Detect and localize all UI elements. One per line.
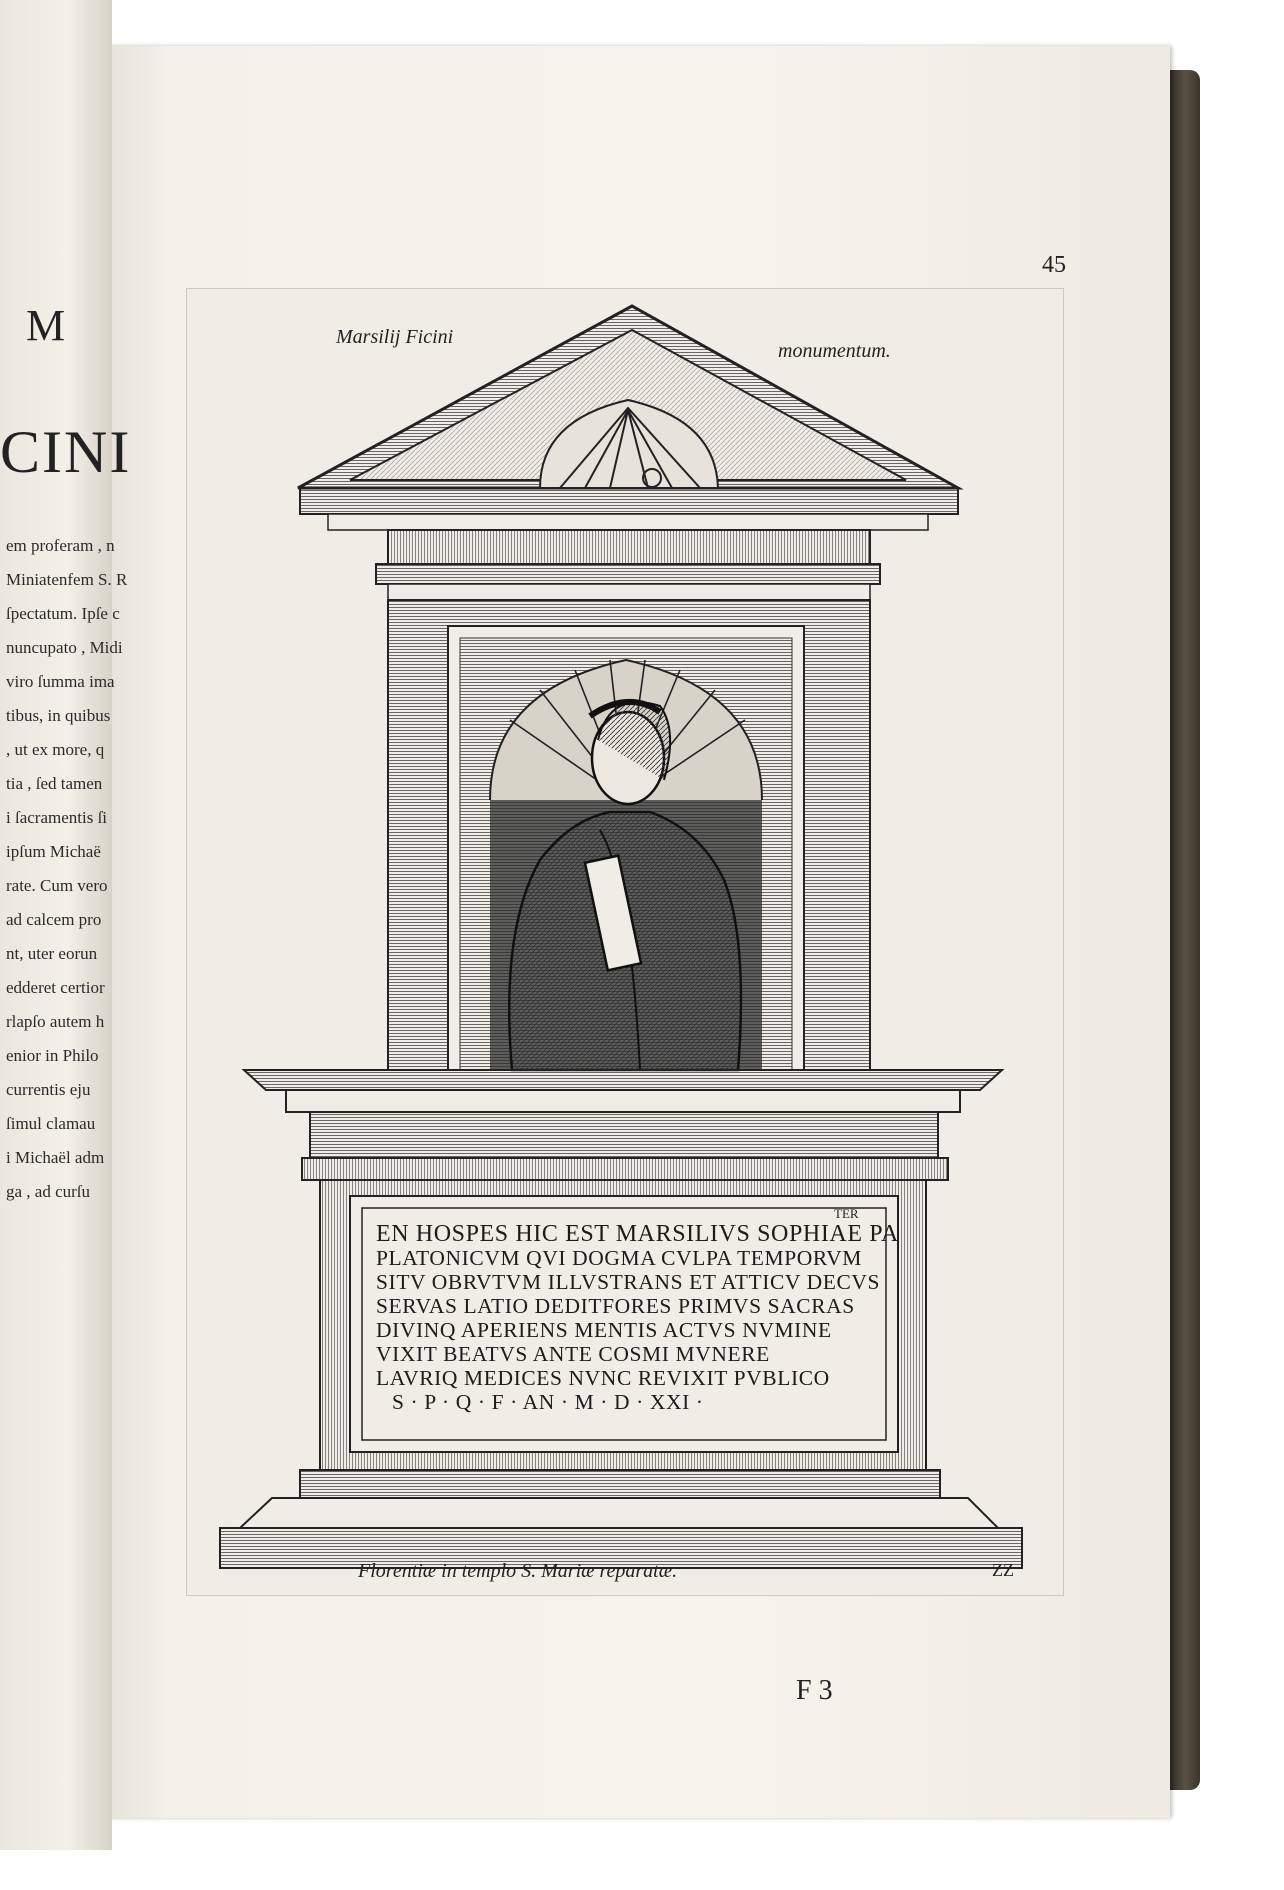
left-text-line: , ut ex more, q (6, 740, 105, 759)
pedestal-base (220, 1470, 1022, 1568)
left-text-line: i Michaël adm (6, 1148, 105, 1167)
signature-mark: F 3 (796, 1675, 833, 1706)
left-text-line: edderet certior (6, 978, 105, 997)
left-text-line: tia , ſed tamen (6, 774, 103, 793)
inscription-line: VIXIT BEATVS ANTE COSMI MVNERE (376, 1342, 770, 1366)
inscription-ter: TER (834, 1206, 859, 1221)
left-text-line: ſpectatum. Ipſe c (6, 604, 120, 623)
left-text-line: em proferam , n (6, 536, 115, 555)
left-page-heading-m: M (26, 301, 66, 350)
left-text-line: viro ſumma ima (6, 672, 115, 691)
inscription-line: SITV OBRVTVM ILLVSTRANS ET ATTICV DECVS (376, 1270, 881, 1294)
left-text-line: currentis eju (6, 1080, 91, 1099)
inscription-line: SERVAS LATIO DEDITFORES PRIMVS SACRAS (376, 1294, 855, 1318)
left-text-line: nt, uter eorun (6, 944, 98, 963)
left-text-line: tibus, in quibus (6, 706, 111, 725)
plate-caption-top-left: Marsilij Ficini (336, 326, 454, 348)
inscription-line: EN HOSPES HIC EST MARSILIVS SOPHIAE PA (376, 1221, 899, 1247)
inscription-line: S · P · Q · F · AN · M · D · XXI · (392, 1390, 704, 1414)
left-page-heading-cini: CINI (0, 419, 132, 485)
left-text-line: Miniatenfem S. R (6, 570, 128, 589)
plate-caption-bottom-right: ZZ (992, 1560, 1014, 1580)
plate-caption-bottom-left: Florentiæ in templo S. Mariæ reparatæ. (358, 1560, 678, 1582)
left-text-line: ſimul clamau (6, 1114, 96, 1133)
left-text-line: i ſacramentis ſi (6, 808, 108, 827)
inscription-line: LAVRIQ MEDICES NVNC REVIXIT PVBLICO (376, 1366, 830, 1390)
left-text-line: rlapſo autem h (6, 1012, 105, 1031)
plate-caption-top-right: monumentum. (778, 340, 891, 362)
page-number: 45 (1042, 252, 1066, 278)
left-text-line: nuncupato , Midi (6, 638, 123, 657)
left-text-line: ad calcem pro (6, 910, 102, 929)
left-text-line: rate. Cum vero (6, 876, 108, 895)
left-text-line: enior in Philo (6, 1046, 99, 1065)
entablature (376, 530, 880, 600)
left-text-line: ipſum Michaë (6, 842, 101, 861)
inscription-line: PLATONICVM QVI DOGMA CVLPA TEMPORVM (376, 1246, 862, 1270)
inscription-panel (376, 1221, 899, 1414)
pedestal-cornice (244, 1070, 1002, 1180)
left-text-line: ga , ad curſu (6, 1182, 91, 1201)
inscription-line: DIVINQ APERIENS MENTIS ACTVS NVMINE (376, 1318, 832, 1342)
